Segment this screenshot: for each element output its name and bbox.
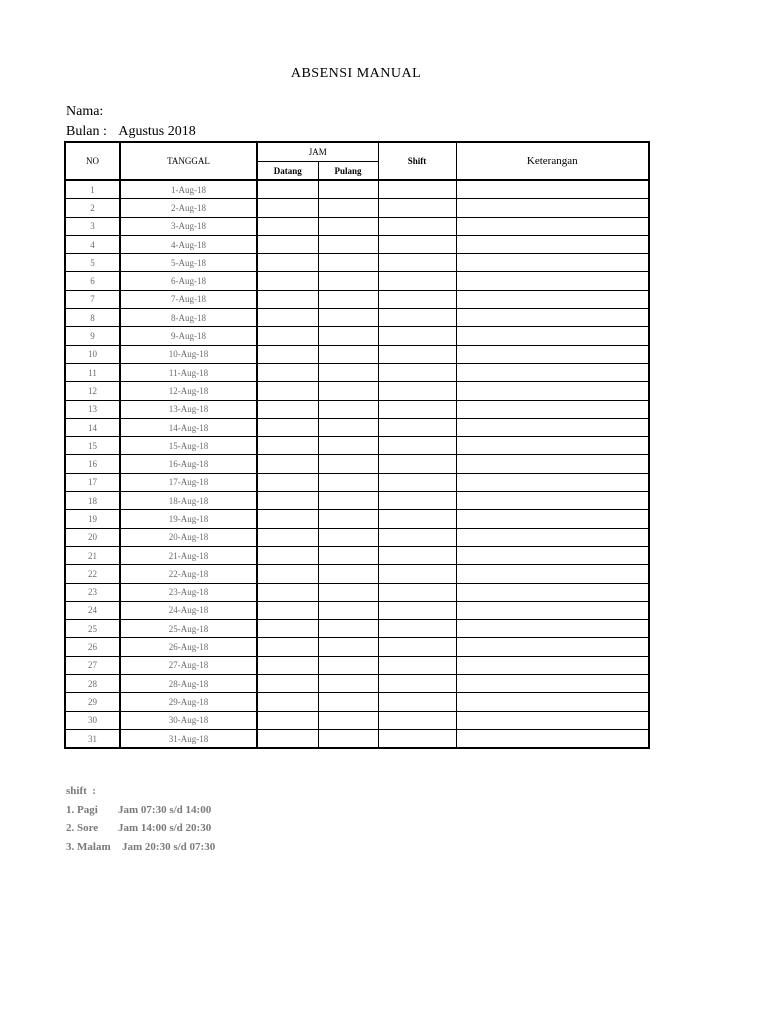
cell-no: 27 bbox=[65, 656, 120, 674]
cell-shift[interactable] bbox=[378, 583, 456, 601]
cell-pulang[interactable] bbox=[318, 729, 378, 748]
legend-time: Jam 20:30 s/d 07:30 bbox=[122, 840, 216, 853]
cell-shift[interactable] bbox=[378, 180, 456, 199]
cell-tanggal: 16-Aug-18 bbox=[120, 455, 257, 473]
cell-tanggal: 1-Aug-18 bbox=[120, 180, 257, 199]
cell-keterangan[interactable] bbox=[456, 565, 649, 583]
cell-no: 12 bbox=[65, 382, 120, 400]
cell-shift[interactable] bbox=[378, 711, 456, 729]
table-row bbox=[65, 309, 649, 327]
cell-tanggal: 14-Aug-18 bbox=[120, 418, 257, 436]
cell-datang[interactable] bbox=[257, 345, 318, 363]
cell-no: 17 bbox=[65, 473, 120, 491]
cell-datang[interactable] bbox=[257, 418, 318, 436]
cell-shift[interactable] bbox=[378, 492, 456, 510]
table-row bbox=[65, 638, 649, 656]
cell-keterangan[interactable] bbox=[456, 492, 649, 510]
cell-shift[interactable] bbox=[378, 217, 456, 235]
cell-shift[interactable] bbox=[378, 528, 456, 546]
cell-pulang[interactable] bbox=[318, 565, 378, 583]
table-row bbox=[65, 199, 649, 217]
table-row bbox=[65, 473, 649, 491]
cell-datang[interactable] bbox=[257, 729, 318, 748]
cell-pulang[interactable] bbox=[318, 546, 378, 564]
cell-tanggal: 23-Aug-18 bbox=[120, 583, 257, 601]
cell-no: 3 bbox=[65, 217, 120, 235]
cell-no: 24 bbox=[65, 601, 120, 619]
cell-keterangan[interactable] bbox=[456, 601, 649, 619]
cell-no: 10 bbox=[65, 345, 120, 363]
cell-pulang[interactable] bbox=[318, 345, 378, 363]
cell-shift[interactable] bbox=[378, 675, 456, 693]
cell-tanggal: 8-Aug-18 bbox=[120, 309, 257, 327]
cell-datang[interactable] bbox=[257, 638, 318, 656]
legend-time: Jam 07:30 s/d 14:00 bbox=[118, 803, 212, 816]
cell-keterangan[interactable] bbox=[456, 290, 649, 308]
attendance-table bbox=[64, 141, 650, 749]
table-row bbox=[65, 492, 649, 510]
cell-no: 25 bbox=[65, 620, 120, 638]
cell-datang[interactable] bbox=[257, 254, 318, 272]
cell-datang[interactable] bbox=[257, 363, 318, 381]
cell-tanggal: 19-Aug-18 bbox=[120, 510, 257, 528]
cell-no: 21 bbox=[65, 546, 120, 564]
cell-tanggal: 12-Aug-18 bbox=[120, 382, 257, 400]
cell-shift[interactable] bbox=[378, 345, 456, 363]
cell-tanggal: 17-Aug-18 bbox=[120, 473, 257, 491]
cell-keterangan[interactable] bbox=[456, 254, 649, 272]
cell-tanggal: 21-Aug-18 bbox=[120, 546, 257, 564]
cell-pulang[interactable] bbox=[318, 711, 378, 729]
cell-pulang[interactable] bbox=[318, 620, 378, 638]
cell-keterangan[interactable] bbox=[456, 583, 649, 601]
cell-tanggal: 3-Aug-18 bbox=[120, 217, 257, 235]
cell-pulang[interactable] bbox=[318, 492, 378, 510]
cell-keterangan[interactable] bbox=[456, 180, 649, 199]
cell-keterangan[interactable] bbox=[456, 546, 649, 564]
cell-tanggal: 31-Aug-18 bbox=[120, 729, 257, 748]
legend-item bbox=[66, 822, 215, 841]
cell-pulang[interactable] bbox=[318, 656, 378, 674]
cell-no: 6 bbox=[65, 272, 120, 290]
cell-tanggal: 29-Aug-18 bbox=[120, 693, 257, 711]
cell-keterangan[interactable] bbox=[456, 455, 649, 473]
cell-datang[interactable] bbox=[257, 492, 318, 510]
header-pulang: Pulang bbox=[318, 162, 378, 181]
cell-tanggal: 10-Aug-18 bbox=[120, 345, 257, 363]
table-row bbox=[65, 400, 649, 418]
page-title: ABSENSI MANUAL bbox=[290, 66, 422, 81]
table-row bbox=[65, 272, 649, 290]
cell-shift[interactable] bbox=[378, 546, 456, 564]
cell-pulang[interactable] bbox=[318, 217, 378, 235]
cell-no: 11 bbox=[65, 363, 120, 381]
table-row bbox=[65, 656, 649, 674]
cell-tanggal: 18-Aug-18 bbox=[120, 492, 257, 510]
table-row bbox=[65, 693, 649, 711]
table-row bbox=[65, 528, 649, 546]
cell-no: 2 bbox=[65, 199, 120, 217]
nama-line bbox=[66, 104, 103, 120]
cell-keterangan[interactable] bbox=[456, 199, 649, 217]
cell-datang[interactable] bbox=[257, 327, 318, 345]
legend-label: 2. Sore bbox=[66, 822, 99, 834]
cell-no: 8 bbox=[65, 309, 120, 327]
header-keterangan: Keterangan bbox=[456, 142, 649, 180]
cell-shift[interactable] bbox=[378, 199, 456, 217]
cell-tanggal: 6-Aug-18 bbox=[120, 272, 257, 290]
legend-heading: shift : bbox=[66, 785, 96, 797]
cell-datang[interactable] bbox=[257, 272, 318, 290]
table-row bbox=[65, 290, 649, 308]
legend-time: Jam 14:00 s/d 20:30 bbox=[118, 822, 212, 834]
cell-tanggal: 7-Aug-18 bbox=[120, 290, 257, 308]
cell-pulang[interactable] bbox=[318, 235, 378, 253]
cell-shift[interactable] bbox=[378, 510, 456, 528]
cell-datang[interactable] bbox=[257, 455, 318, 473]
cell-keterangan[interactable] bbox=[456, 473, 649, 491]
cell-keterangan[interactable] bbox=[456, 693, 649, 711]
cell-shift[interactable] bbox=[378, 400, 456, 418]
cell-no: 4 bbox=[65, 235, 120, 253]
cell-no: 19 bbox=[65, 510, 120, 528]
cell-keterangan[interactable] bbox=[456, 729, 649, 748]
cell-tanggal: 2-Aug-18 bbox=[120, 199, 257, 217]
table-row bbox=[65, 254, 649, 272]
cell-keterangan[interactable] bbox=[456, 309, 649, 327]
cell-datang[interactable] bbox=[257, 400, 318, 418]
cell-datang[interactable] bbox=[257, 235, 318, 253]
cell-datang[interactable] bbox=[257, 675, 318, 693]
cell-pulang[interactable] bbox=[318, 418, 378, 436]
cell-no: 18 bbox=[65, 492, 120, 510]
bulan-label: Bulan : bbox=[66, 124, 107, 139]
cell-datang[interactable] bbox=[257, 546, 318, 564]
table-row bbox=[65, 363, 649, 381]
cell-datang[interactable] bbox=[257, 565, 318, 583]
cell-pulang[interactable] bbox=[318, 437, 378, 455]
cell-shift[interactable] bbox=[378, 290, 456, 308]
cell-tanggal: 22-Aug-18 bbox=[120, 565, 257, 583]
cell-no: 1 bbox=[65, 180, 120, 199]
cell-pulang[interactable] bbox=[318, 473, 378, 491]
bulan-line bbox=[66, 124, 196, 140]
cell-tanggal: 27-Aug-18 bbox=[120, 656, 257, 674]
cell-tanggal: 15-Aug-18 bbox=[120, 437, 257, 455]
table-body bbox=[65, 180, 649, 748]
cell-pulang[interactable] bbox=[318, 290, 378, 308]
cell-tanggal: 13-Aug-18 bbox=[120, 400, 257, 418]
cell-keterangan[interactable] bbox=[456, 510, 649, 528]
cell-no: 15 bbox=[65, 437, 120, 455]
cell-no: 5 bbox=[65, 254, 120, 272]
cell-no: 13 bbox=[65, 400, 120, 418]
cell-keterangan[interactable] bbox=[456, 217, 649, 235]
cell-shift[interactable] bbox=[378, 455, 456, 473]
table-row bbox=[65, 546, 649, 564]
header-no: NO bbox=[65, 142, 120, 180]
cell-datang[interactable] bbox=[257, 528, 318, 546]
cell-shift[interactable] bbox=[378, 272, 456, 290]
cell-tanggal: 20-Aug-18 bbox=[120, 528, 257, 546]
cell-pulang[interactable] bbox=[318, 400, 378, 418]
cell-keterangan[interactable] bbox=[456, 675, 649, 693]
cell-tanggal: 24-Aug-18 bbox=[120, 601, 257, 619]
table-row bbox=[65, 345, 649, 363]
cell-datang[interactable] bbox=[257, 290, 318, 308]
cell-no: 9 bbox=[65, 327, 120, 345]
legend-item bbox=[66, 841, 215, 860]
cell-datang[interactable] bbox=[257, 473, 318, 491]
cell-shift[interactable] bbox=[378, 327, 456, 345]
cell-pulang[interactable] bbox=[318, 327, 378, 345]
cell-keterangan[interactable] bbox=[456, 400, 649, 418]
table-row bbox=[65, 565, 649, 583]
table-row bbox=[65, 711, 649, 729]
cell-tanggal: 11-Aug-18 bbox=[120, 363, 257, 381]
cell-no: 7 bbox=[65, 290, 120, 308]
cell-no: 28 bbox=[65, 675, 120, 693]
table-row bbox=[65, 327, 649, 345]
header-shift: Shift bbox=[378, 142, 456, 180]
cell-no: 26 bbox=[65, 638, 120, 656]
cell-keterangan[interactable] bbox=[456, 437, 649, 455]
cell-datang[interactable] bbox=[257, 309, 318, 327]
table-row bbox=[65, 180, 649, 199]
cell-pulang[interactable] bbox=[318, 382, 378, 400]
cell-datang[interactable] bbox=[257, 382, 318, 400]
cell-datang[interactable] bbox=[257, 711, 318, 729]
cell-tanggal: 4-Aug-18 bbox=[120, 235, 257, 253]
table-row bbox=[65, 675, 649, 693]
cell-shift[interactable] bbox=[378, 565, 456, 583]
cell-pulang[interactable] bbox=[318, 583, 378, 601]
cell-no: 16 bbox=[65, 455, 120, 473]
cell-no: 22 bbox=[65, 565, 120, 583]
cell-pulang[interactable] bbox=[318, 455, 378, 473]
table-row bbox=[65, 235, 649, 253]
legend-item bbox=[66, 804, 215, 823]
header-datang: Datang bbox=[257, 162, 318, 181]
cell-tanggal: 9-Aug-18 bbox=[120, 327, 257, 345]
cell-keterangan[interactable] bbox=[456, 418, 649, 436]
cell-tanggal: 25-Aug-18 bbox=[120, 620, 257, 638]
nama-label: Nama: bbox=[66, 104, 104, 119]
cell-no: 29 bbox=[65, 693, 120, 711]
cell-tanggal: 28-Aug-18 bbox=[120, 675, 257, 693]
cell-tanggal: 26-Aug-18 bbox=[120, 638, 257, 656]
cell-shift[interactable] bbox=[378, 235, 456, 253]
cell-pulang[interactable] bbox=[318, 638, 378, 656]
cell-shift[interactable] bbox=[378, 473, 456, 491]
bulan-value: Agustus 2018 bbox=[118, 124, 196, 139]
cell-keterangan[interactable] bbox=[456, 620, 649, 638]
cell-shift[interactable] bbox=[378, 656, 456, 674]
table-row bbox=[65, 217, 649, 235]
cell-datang[interactable] bbox=[257, 601, 318, 619]
cell-tanggal: 5-Aug-18 bbox=[120, 254, 257, 272]
cell-pulang[interactable] bbox=[318, 693, 378, 711]
cell-keterangan[interactable] bbox=[456, 638, 649, 656]
cell-keterangan[interactable] bbox=[456, 656, 649, 674]
shift-legend bbox=[66, 785, 215, 859]
cell-shift[interactable] bbox=[378, 309, 456, 327]
cell-keterangan[interactable] bbox=[456, 327, 649, 345]
cell-shift[interactable] bbox=[378, 363, 456, 381]
cell-pulang[interactable] bbox=[318, 199, 378, 217]
table-row bbox=[65, 510, 649, 528]
cell-datang[interactable] bbox=[257, 217, 318, 235]
cell-no: 23 bbox=[65, 583, 120, 601]
cell-pulang[interactable] bbox=[318, 309, 378, 327]
table-row bbox=[65, 455, 649, 473]
legend-label: 1. Pagi bbox=[66, 803, 98, 816]
header-tanggal: TANGGAL bbox=[120, 142, 257, 180]
table-row bbox=[65, 729, 649, 748]
table-row bbox=[65, 583, 649, 601]
cell-pulang[interactable] bbox=[318, 254, 378, 272]
table-row bbox=[65, 601, 649, 619]
cell-pulang[interactable] bbox=[318, 510, 378, 528]
cell-datang[interactable] bbox=[257, 510, 318, 528]
cell-datang[interactable] bbox=[257, 180, 318, 199]
cell-datang[interactable] bbox=[257, 199, 318, 217]
cell-shift[interactable] bbox=[378, 620, 456, 638]
cell-shift[interactable] bbox=[378, 729, 456, 748]
cell-pulang[interactable] bbox=[318, 601, 378, 619]
legend-label: 3. Malam bbox=[66, 840, 111, 853]
cell-keterangan[interactable] bbox=[456, 528, 649, 546]
table-row bbox=[65, 382, 649, 400]
cell-keterangan[interactable] bbox=[456, 345, 649, 363]
cell-no: 20 bbox=[65, 528, 120, 546]
cell-datang[interactable] bbox=[257, 583, 318, 601]
cell-shift[interactable] bbox=[378, 254, 456, 272]
cell-pulang[interactable] bbox=[318, 272, 378, 290]
cell-datang[interactable] bbox=[257, 620, 318, 638]
cell-datang[interactable] bbox=[257, 437, 318, 455]
cell-keterangan[interactable] bbox=[456, 363, 649, 381]
table-row bbox=[65, 437, 649, 455]
cell-shift[interactable] bbox=[378, 437, 456, 455]
cell-pulang[interactable] bbox=[318, 528, 378, 546]
cell-keterangan[interactable] bbox=[456, 272, 649, 290]
cell-shift[interactable] bbox=[378, 638, 456, 656]
table-row bbox=[65, 620, 649, 638]
cell-no: 14 bbox=[65, 418, 120, 436]
cell-shift[interactable] bbox=[378, 601, 456, 619]
cell-no: 30 bbox=[65, 711, 120, 729]
cell-shift[interactable] bbox=[378, 382, 456, 400]
header-jam: JAM bbox=[257, 142, 378, 162]
cell-pulang[interactable] bbox=[318, 363, 378, 381]
cell-pulang[interactable] bbox=[318, 180, 378, 199]
cell-shift[interactable] bbox=[378, 418, 456, 436]
cell-keterangan[interactable] bbox=[456, 382, 649, 400]
cell-no: 31 bbox=[65, 729, 120, 748]
cell-keterangan[interactable] bbox=[456, 711, 649, 729]
cell-pulang[interactable] bbox=[318, 675, 378, 693]
table-row bbox=[65, 418, 649, 436]
cell-tanggal: 30-Aug-18 bbox=[120, 711, 257, 729]
cell-datang[interactable] bbox=[257, 693, 318, 711]
cell-shift[interactable] bbox=[378, 693, 456, 711]
cell-keterangan[interactable] bbox=[456, 235, 649, 253]
cell-datang[interactable] bbox=[257, 656, 318, 674]
